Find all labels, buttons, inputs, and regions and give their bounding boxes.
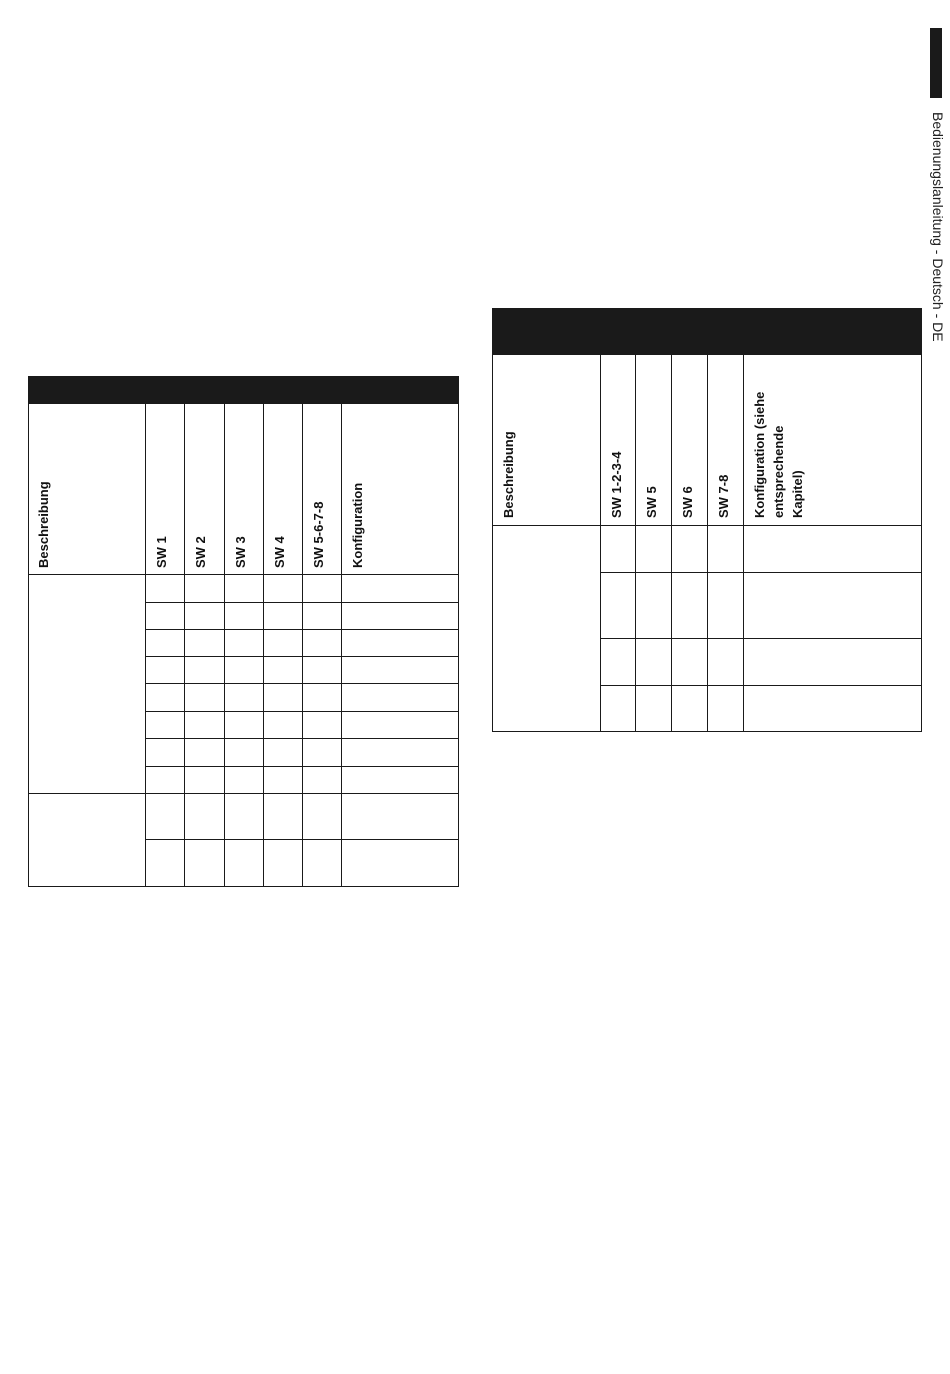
side-label: Bedienungslanleitung - Deutsch - DE — [930, 112, 946, 342]
table2-header-band — [492, 308, 922, 355]
table2-header-beschreibung: Beschreibung — [501, 431, 516, 518]
table2-header-sw1234: SW 1-2-3-4 — [609, 451, 624, 518]
table1-header-band — [28, 376, 459, 404]
table1-header-konfiguration: Konfiguration — [350, 482, 365, 568]
table1-header-sw1: SW 1 — [154, 536, 169, 568]
table2-header-sw5: SW 5 — [644, 486, 659, 518]
table1-header-beschreibung: Beschreibung — [36, 481, 51, 568]
table1-header-sw4: SW 4 — [272, 536, 287, 568]
table2-header-sw78: SW 7-8 — [716, 474, 731, 518]
table1-header-sw2: SW 2 — [193, 536, 208, 568]
side-tab-marker — [930, 28, 942, 98]
table2-header-konfiguration-line1: Konfiguration (siehe — [752, 391, 767, 518]
table1-header-sw5678: SW 5-6-7-8 — [311, 501, 326, 568]
table2-header-sw6: SW 6 — [680, 486, 695, 518]
table1-header-sw3: SW 3 — [233, 536, 248, 568]
table2-header-konfiguration-line3: Kapitel) — [790, 470, 805, 518]
table2-header-konfiguration-line2: entsprechende — [771, 425, 786, 518]
